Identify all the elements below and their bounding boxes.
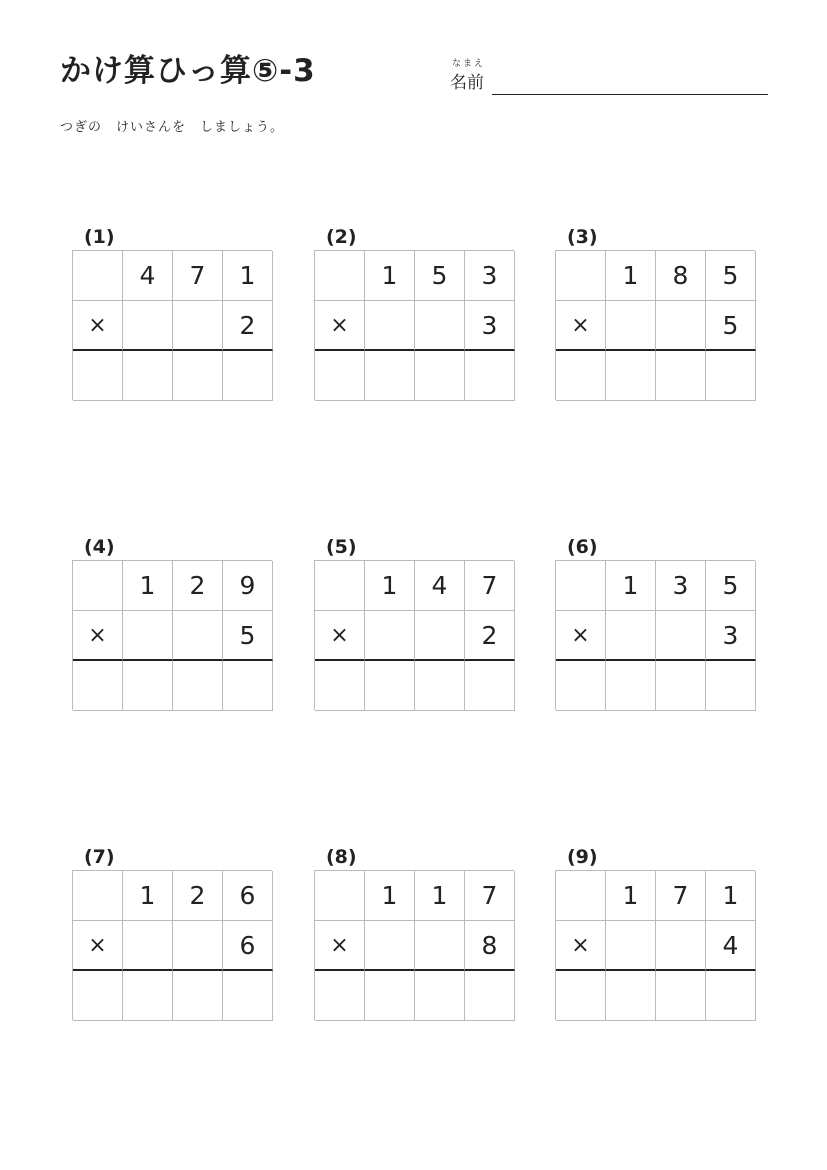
instruction-text: つぎの けいさんを しましょう。 (60, 120, 285, 135)
times-sign: × (315, 301, 365, 351)
answer-cell[interactable] (606, 351, 656, 401)
answer-cell[interactable] (73, 351, 123, 401)
answer-cell[interactable] (656, 661, 706, 711)
multiplier-ones: 5 (223, 611, 273, 661)
grid-cell-blank (173, 301, 223, 351)
calc-grid (314, 250, 514, 400)
multiplicand-hundreds: 1 (123, 871, 173, 921)
answer-cell[interactable] (706, 351, 756, 401)
grid-cell-blank (415, 301, 465, 351)
grid-cell-blank (173, 611, 223, 661)
calc-grid (555, 250, 755, 400)
answer-cell[interactable] (173, 661, 223, 711)
answer-cell[interactable] (315, 351, 365, 401)
grid-cell-blank (365, 611, 415, 661)
multiplicand-tens: 7 (173, 251, 223, 301)
grid-cell-blank (73, 561, 123, 611)
calc-grid (314, 560, 514, 710)
problem-label: (5) (326, 536, 357, 558)
name-furigana: なまえ (452, 59, 486, 69)
grid-cell-blank (606, 301, 656, 351)
calc-grid (555, 870, 755, 1020)
name-label: 名前 (450, 73, 484, 93)
multiplicand-hundreds: 4 (123, 251, 173, 301)
problem-label: (9) (567, 846, 598, 868)
answer-cell[interactable] (706, 661, 756, 711)
grid-cell-blank (556, 871, 606, 921)
times-sign: × (73, 611, 123, 661)
multiplicand-hundreds: 1 (606, 561, 656, 611)
multiplicand-ones: 7 (465, 561, 515, 611)
multiplier-ones: 2 (465, 611, 515, 661)
grid-cell-blank (315, 561, 365, 611)
multiplier-ones: 4 (706, 921, 756, 971)
multiplier-ones: 2 (223, 301, 273, 351)
answer-cell[interactable] (73, 661, 123, 711)
multiplicand-ones: 6 (223, 871, 273, 921)
answer-cell[interactable] (415, 661, 465, 711)
calc-grid (72, 560, 272, 710)
answer-cell[interactable] (415, 971, 465, 1021)
answer-cell[interactable] (123, 971, 173, 1021)
answer-cell[interactable] (123, 351, 173, 401)
calc-grid (314, 870, 514, 1020)
worksheet-title: かけ算ひっ算⑤-3 (60, 53, 316, 89)
problem-label: (4) (84, 536, 115, 558)
answer-cell[interactable] (365, 971, 415, 1021)
multiplicand-ones: 3 (465, 251, 515, 301)
times-sign: × (73, 301, 123, 351)
multiplier-ones: 3 (465, 301, 515, 351)
name-field-area (450, 56, 768, 96)
grid-cell-blank (123, 611, 173, 661)
answer-cell[interactable] (556, 661, 606, 711)
grid-cell-blank (606, 921, 656, 971)
calc-grid (72, 870, 272, 1020)
grid-cell-blank (173, 921, 223, 971)
grid-cell-blank (415, 921, 465, 971)
grid-cell-blank (556, 251, 606, 301)
answer-cell[interactable] (223, 661, 273, 711)
grid-cell-blank (656, 921, 706, 971)
multiplicand-ones: 5 (706, 251, 756, 301)
calc-grid (72, 250, 272, 400)
problem-label: (3) (567, 226, 598, 248)
multiplicand-ones: 1 (223, 251, 273, 301)
answer-cell[interactable] (315, 971, 365, 1021)
answer-cell[interactable] (365, 351, 415, 401)
answer-cell[interactable] (556, 971, 606, 1021)
multiplicand-tens: 2 (173, 871, 223, 921)
grid-cell-blank (656, 301, 706, 351)
multiplicand-tens: 1 (415, 871, 465, 921)
answer-cell[interactable] (173, 351, 223, 401)
times-sign: × (556, 611, 606, 661)
answer-cell[interactable] (465, 971, 515, 1021)
grid-cell-blank (556, 561, 606, 611)
answer-cell[interactable] (223, 971, 273, 1021)
problem-label: (2) (326, 226, 357, 248)
answer-cell[interactable] (465, 351, 515, 401)
grid-cell-blank (606, 611, 656, 661)
times-sign: × (73, 921, 123, 971)
multiplicand-tens: 2 (173, 561, 223, 611)
multiplicand-ones: 1 (706, 871, 756, 921)
answer-cell[interactable] (556, 351, 606, 401)
answer-cell[interactable] (656, 351, 706, 401)
answer-cell[interactable] (656, 971, 706, 1021)
answer-cell[interactable] (365, 661, 415, 711)
multiplier-ones: 6 (223, 921, 273, 971)
problem-label: (1) (84, 226, 115, 248)
answer-cell[interactable] (73, 971, 123, 1021)
multiplicand-tens: 5 (415, 251, 465, 301)
grid-cell-blank (315, 251, 365, 301)
multiplier-ones: 3 (706, 611, 756, 661)
grid-cell-blank (415, 611, 465, 661)
grid-cell-blank (123, 921, 173, 971)
grid-cell-blank (315, 871, 365, 921)
answer-cell[interactable] (606, 971, 656, 1021)
multiplicand-ones: 7 (465, 871, 515, 921)
multiplicand-ones: 9 (223, 561, 273, 611)
multiplier-ones: 5 (706, 301, 756, 351)
calc-grid (555, 560, 755, 710)
problem-label: (7) (84, 846, 115, 868)
multiplicand-hundreds: 1 (123, 561, 173, 611)
times-sign: × (315, 921, 365, 971)
answer-cell[interactable] (315, 661, 365, 711)
answer-cell[interactable] (223, 351, 273, 401)
multiplicand-hundreds: 1 (606, 871, 656, 921)
answer-cell[interactable] (706, 971, 756, 1021)
answer-cell[interactable] (606, 661, 656, 711)
multiplicand-tens: 7 (656, 871, 706, 921)
times-sign: × (556, 301, 606, 351)
grid-cell-blank (365, 921, 415, 971)
multiplier-ones: 8 (465, 921, 515, 971)
answer-cell[interactable] (415, 351, 465, 401)
answer-cell[interactable] (465, 661, 515, 711)
grid-cell-blank (365, 301, 415, 351)
multiplicand-tens: 8 (656, 251, 706, 301)
answer-cell[interactable] (173, 971, 223, 1021)
problem-label: (8) (326, 846, 357, 868)
problem-label: (6) (567, 536, 598, 558)
multiplicand-ones: 5 (706, 561, 756, 611)
grid-cell-blank (656, 611, 706, 661)
times-sign: × (556, 921, 606, 971)
answer-cell[interactable] (123, 661, 173, 711)
multiplicand-tens: 3 (656, 561, 706, 611)
multiplicand-hundreds: 1 (365, 871, 415, 921)
multiplicand-hundreds: 1 (365, 561, 415, 611)
name-write-line[interactable] (492, 94, 768, 95)
multiplicand-hundreds: 1 (606, 251, 656, 301)
multiplicand-tens: 4 (415, 561, 465, 611)
times-sign: × (315, 611, 365, 661)
multiplicand-hundreds: 1 (365, 251, 415, 301)
grid-cell-blank (123, 301, 173, 351)
grid-cell-blank (73, 251, 123, 301)
grid-cell-blank (73, 871, 123, 921)
